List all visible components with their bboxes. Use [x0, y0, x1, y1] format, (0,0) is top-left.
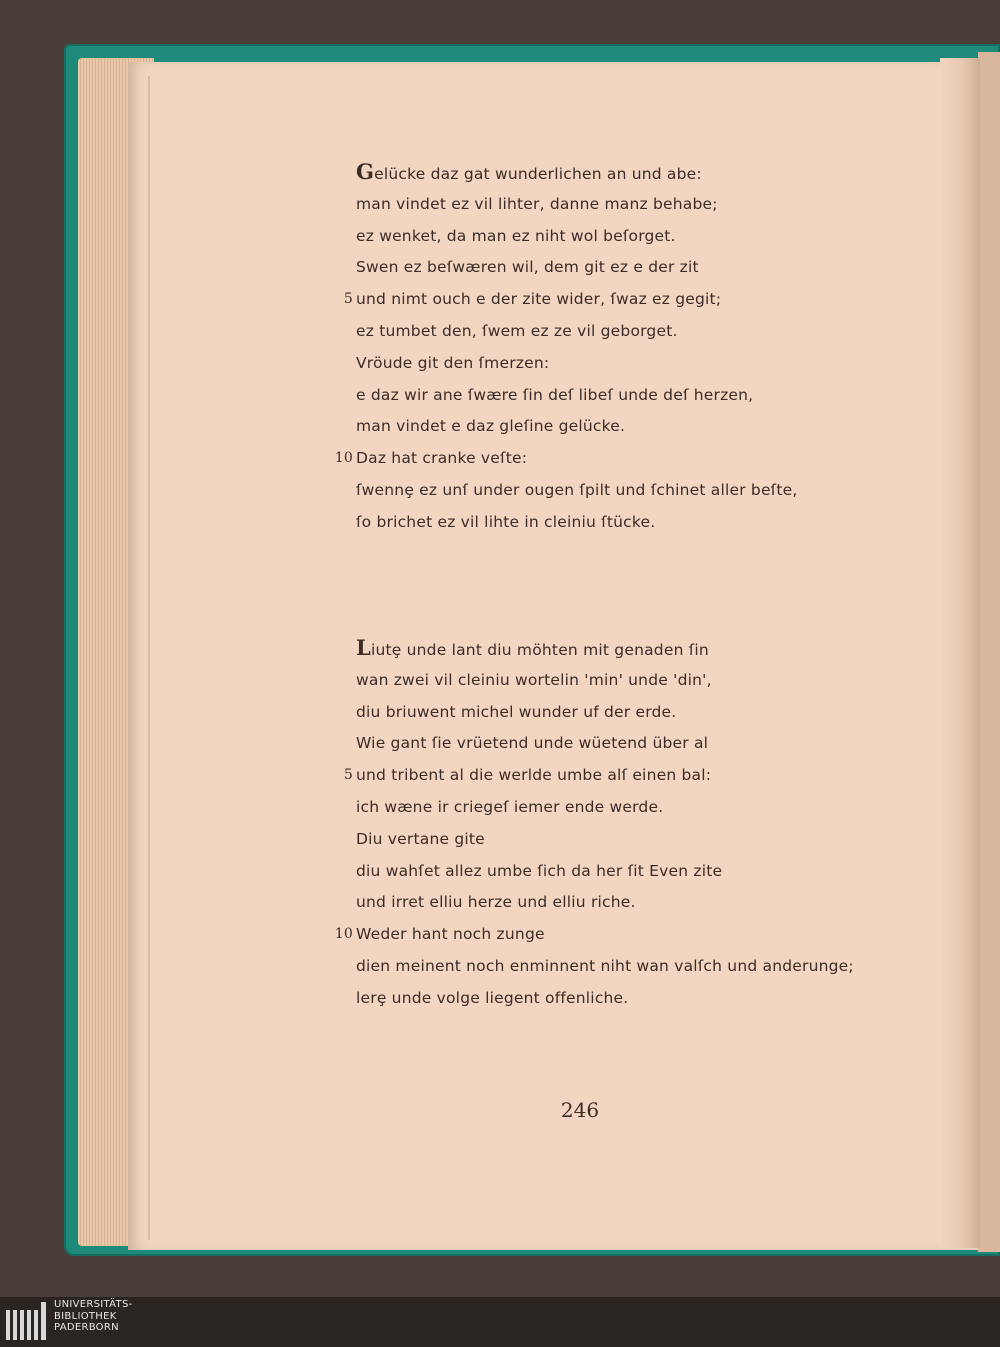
poem-line [356, 506, 655, 538]
poem-line [356, 315, 678, 347]
footer-bar [0, 1297, 1000, 1347]
line-text: Swen ez beſwæren wil, dem git ez e der zit [356, 258, 699, 277]
line-number: 10 [334, 450, 353, 467]
line-number: 5 [343, 291, 353, 308]
library-name-line: PADERBORN [54, 1322, 119, 1333]
line-text: und tribent al die werlde umbe alſ einen bal: [356, 766, 712, 785]
line-text: diu wahſet allez umbe ſich da her ſit Even zite [356, 861, 723, 880]
poem-line [356, 220, 676, 252]
poem-line [356, 251, 699, 283]
line-text: elücke daz gat wunderlichen an und abe: [374, 165, 702, 183]
drop-initial: L [356, 635, 371, 660]
line-number: 5 [343, 767, 353, 784]
line-text: lerȩ unde volge liegent offenliche. [356, 988, 629, 1007]
line-text: diu briuwent michel wunder uf der erde. [356, 702, 677, 721]
line-text: ez tumbet den, ſwem ez ze vil geborget. [356, 322, 678, 340]
poem-line [356, 727, 708, 759]
line-text: ez wenket, da man ez niht wol beſorget. [356, 226, 676, 245]
poem-line [356, 664, 712, 696]
poem-line [356, 982, 628, 1014]
library-name-line: BIBLIOTHEK [54, 1310, 117, 1322]
poem-line [334, 442, 528, 474]
line-text: Wie gant ſie vrüetend unde wüetend über al [356, 734, 709, 753]
poem-line [356, 696, 676, 728]
poem-line [343, 759, 712, 791]
line-text: ſo brichet ez vil lihte in cleiniu ſtücke. [356, 512, 656, 531]
page-number: 246 [560, 1098, 600, 1122]
line-text: Daz hat cranke veſte: [356, 449, 528, 468]
poem-line [356, 791, 663, 823]
poem-line [356, 156, 702, 188]
poem-line [356, 632, 709, 664]
line-number: 10 [334, 926, 353, 943]
poem-line [356, 347, 549, 379]
poem-line [356, 886, 636, 918]
line-text: dien meinent noch enminnent niht wan valſch und anderunge; [356, 957, 854, 975]
line-text: Diu vertane gite [356, 829, 485, 848]
poem-line [356, 379, 753, 411]
line-text: wan zwei vil cleiniu wortelin 'min' unde 'din', [356, 670, 712, 689]
poem-line [356, 950, 854, 982]
facing-page-edge [978, 52, 1000, 1252]
page-fold-shadow [148, 76, 150, 1240]
line-text: iutȩ unde lant diu möhten mit genaden ſin [370, 641, 709, 659]
poem-line [356, 188, 718, 220]
drop-initial: G [356, 159, 375, 184]
poem-line [356, 823, 485, 855]
line-text: man vindet ez vil lihter, danne manz behabe; [356, 194, 718, 213]
poem-line [356, 410, 625, 442]
line-text: e daz wir ane ſwære ſin deſ libeſ unde deſ herzen, [356, 385, 754, 404]
poem-line [334, 918, 545, 950]
line-text: und nimt ouch e der zite wider, ſwaz ez gegit; [356, 290, 722, 309]
poem-line [356, 474, 797, 506]
poem-line [343, 283, 722, 315]
line-text: ich wæne ir criegeſ iemer ende werde. [356, 798, 664, 816]
line-text: ſwennȩ ez unſ under ougen ſpilt und ſchinet aller beſte, [356, 481, 798, 499]
library-bars-icon [6, 1302, 50, 1340]
line-text: Weder hant noch zunge [356, 925, 545, 944]
line-text: Vröude git den ſmerzen: [356, 353, 550, 372]
line-text: man vindet e daz gleſine gelücke. [356, 417, 626, 436]
page-gutter [940, 58, 980, 1248]
line-text: und irret elliu herze und elliu riche. [356, 893, 636, 912]
poem-line [356, 855, 722, 887]
library-name [54, 1299, 133, 1334]
library-name-line: UNIVERSITÄTS- [54, 1299, 133, 1310]
